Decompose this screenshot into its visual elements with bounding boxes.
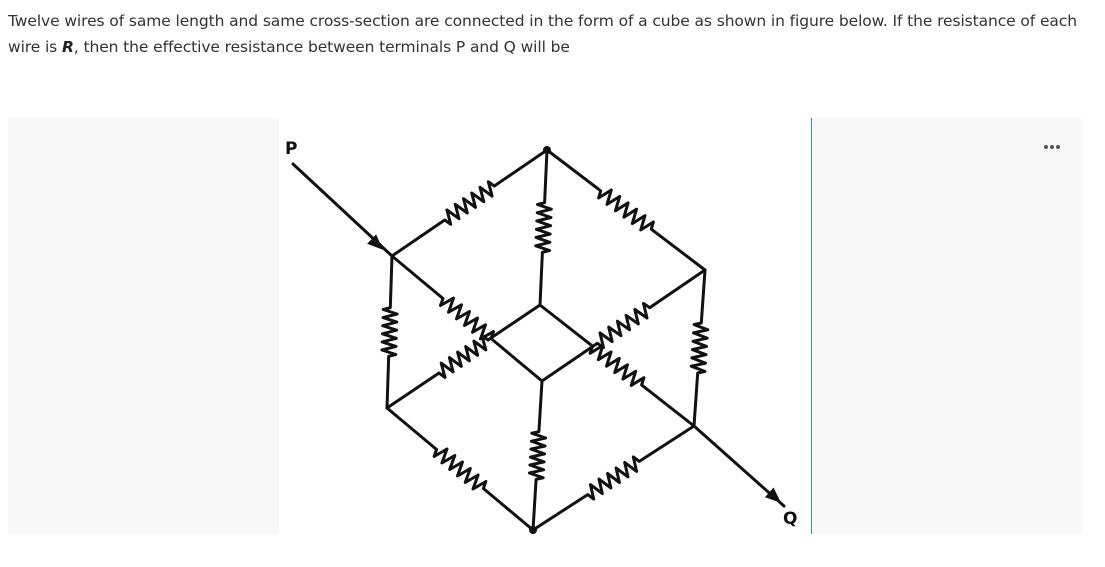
resistor-wire (387, 305, 540, 408)
terminal-p-label: P (285, 139, 298, 159)
cube-circuit-figure (279, 118, 811, 534)
more-dot-icon (1044, 145, 1048, 149)
resistor-wire (547, 150, 705, 270)
cube-node (530, 527, 536, 533)
resistor-wire (382, 256, 397, 408)
more-dot-icon (1050, 145, 1054, 149)
resistor-wire (392, 150, 547, 256)
more-dot-icon (1056, 145, 1060, 149)
resistor-wire (691, 270, 708, 426)
more-options-button[interactable] (1036, 136, 1068, 158)
image-edge-divider (811, 118, 812, 534)
resistor-wire (536, 150, 552, 305)
question-text-part1: Twelve wires of same length and same cross-section are connected in the form of a cube as shown in figure below. If the resistance of each wire is (8, 12, 1077, 56)
question-text-part2: , then the effective resistance between terminals P and Q will be (73, 38, 570, 56)
cube-node (544, 147, 550, 153)
resistor-wire (387, 408, 533, 530)
resistance-symbol: R (62, 38, 74, 56)
resistor-wire (533, 426, 694, 530)
resistor-wire (529, 381, 545, 530)
question-text (8, 8, 1088, 60)
terminal-q-label: Q (783, 509, 798, 529)
